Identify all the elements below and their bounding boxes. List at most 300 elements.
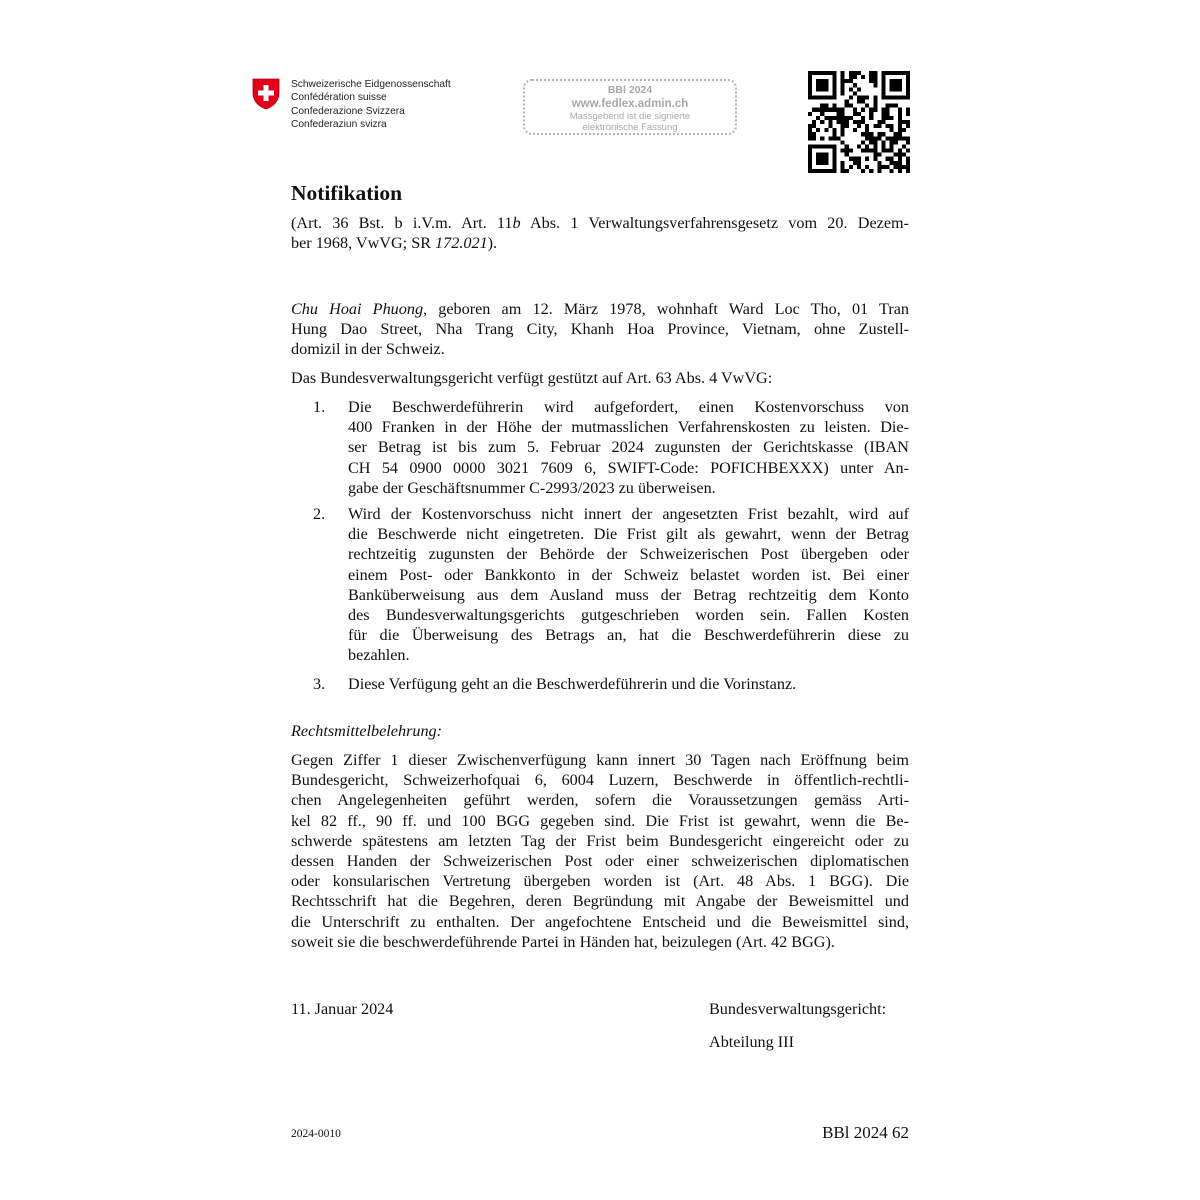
qr-module bbox=[881, 132, 885, 136]
qr-module bbox=[849, 104, 853, 108]
qr-module bbox=[869, 108, 873, 112]
qr-module bbox=[873, 157, 877, 161]
qr-module bbox=[824, 95, 828, 99]
qr-module bbox=[898, 112, 902, 116]
stamp-bbl: BBl 2024 bbox=[607, 84, 653, 96]
bbl-reference: BBl 2024 62 bbox=[822, 1123, 909, 1142]
qr-module bbox=[841, 71, 845, 75]
qr-module bbox=[849, 87, 853, 91]
qr-module bbox=[857, 87, 861, 91]
swiss-cross-shield-icon bbox=[252, 78, 280, 110]
qr-module bbox=[886, 116, 890, 120]
qr-module bbox=[824, 161, 828, 165]
remedy-text: Gegen Ziffer 1 dieser Zwischenverfügung kann innert 30 Tagen nach Eröffnung beim Bundesgericht, Schweizerhofquai 6, 6004 Luzern, Beschwerde in öffentlich-rechtli- chen Angelegenheiten geführt werden, sofern die Voraussetzungen gemäss Arti- kel 82 ff., 90 ff. und 100 BGG gegeben sind. Die Frist ist gewahrt, wenn die Be- schwerde spätestens am letzten Tag der Frist beim Bundesgericht eingereicht oder zu dessen Handen der Schweizerischen Post oder einer schweizerischen diplomatischen oder konsularischen Vertretung übergeben worden ist (Art. 48 Abs. 1 BGG). Die Rechtsschrift hat die Begehren, deren Begründung mit Angabe der Beweismittel und die Unterschrift zu enthalten. Der angefochtene Entscheid und die Beweismittel sind, soweit sie die beschwerdeführende Partei in Händen hat, beizulegen (Art. 42 BGG). bbox=[291, 751, 909, 951]
qr-module bbox=[898, 87, 902, 91]
qr-module bbox=[816, 79, 820, 83]
qr-module bbox=[837, 136, 841, 140]
qr-module bbox=[906, 136, 910, 140]
qr-module bbox=[812, 169, 816, 173]
item-2-text: Wird der Kostenvorschuss nicht innert der angesetzten Frist bezahlt, wird auf die Beschwerde nicht eingetreten. Die Frist gilt als gewahrt, wenn der Betrag rechtzeitig zugunsten der Behörde der Schweizerischen Post übergeben oder einem Post- oder Bankkonto in der Schweiz belastet worden ist. Bei einer Banküberweisung aus dem Ausland muss der Betrag rechtzeitig dem Konto des Bundesverwaltungsgerichts gutgeschrieben worden sein. Fallen Kosten für die Überweisung des Betrags an, hat die Beschwerdeführerin diese zu bezahlen. bbox=[348, 505, 909, 665]
qr-module bbox=[865, 95, 869, 99]
confed-it: Confederazione Svizzera bbox=[291, 105, 405, 117]
qr-module bbox=[820, 112, 824, 116]
item-1-number: 1. bbox=[313, 398, 326, 416]
qr-module bbox=[808, 83, 812, 87]
qr-module bbox=[869, 169, 873, 173]
qr-module bbox=[873, 108, 877, 112]
qr-module bbox=[906, 91, 910, 95]
qr-module bbox=[906, 95, 910, 99]
qr-module bbox=[890, 116, 894, 120]
qr-module bbox=[837, 116, 841, 120]
qr-module bbox=[808, 165, 812, 169]
qr-module bbox=[881, 140, 885, 144]
qr-module bbox=[816, 157, 820, 161]
qr-module bbox=[881, 91, 885, 95]
qr-module bbox=[857, 124, 861, 128]
qr-module bbox=[812, 120, 816, 124]
reference-line-1: (Art. 36 Bst. b i.V.m. Art. 11b Abs. 1 Verwaltungsverfahrensgesetz vom 20. Dezem- bbox=[291, 214, 909, 232]
qr-module bbox=[820, 83, 824, 87]
qr-module bbox=[857, 120, 861, 124]
qr-module bbox=[824, 108, 828, 112]
qr-module bbox=[857, 112, 861, 116]
qr-module bbox=[894, 132, 898, 136]
qr-module bbox=[853, 71, 857, 75]
qr-module bbox=[898, 124, 902, 128]
qr-module bbox=[832, 87, 836, 91]
qr-module bbox=[906, 71, 910, 75]
qr-module bbox=[890, 140, 894, 144]
qr-module bbox=[841, 169, 845, 173]
qr-module bbox=[873, 104, 877, 108]
qr-module bbox=[873, 100, 877, 104]
qr-module bbox=[841, 132, 845, 136]
qr-module bbox=[816, 108, 820, 112]
fedlex-stamp bbox=[523, 79, 737, 135]
qr-module bbox=[873, 75, 877, 79]
qr-module bbox=[857, 161, 861, 165]
party-line-1: Chu Hoai Phuong, geboren am 12. März 1978, wohnhaft Ward Loc Tho, 01 Tran bbox=[291, 300, 909, 318]
qr-module bbox=[832, 83, 836, 87]
qr-module bbox=[869, 79, 873, 83]
qr-module bbox=[890, 79, 894, 83]
qr-module bbox=[816, 153, 820, 157]
qr-module bbox=[886, 112, 890, 116]
qr-module bbox=[808, 136, 812, 140]
qr-module bbox=[857, 100, 861, 104]
qr-module bbox=[881, 71, 885, 75]
qr-module bbox=[845, 120, 849, 124]
qr-module bbox=[841, 108, 845, 112]
qr-module bbox=[865, 128, 869, 132]
qr-module bbox=[869, 136, 873, 140]
qr-module bbox=[841, 75, 845, 79]
qr-module bbox=[832, 108, 836, 112]
qr-module bbox=[857, 71, 861, 75]
qr-module bbox=[841, 149, 845, 153]
qr-module bbox=[898, 120, 902, 124]
qr-module bbox=[869, 116, 873, 120]
qr-module bbox=[886, 124, 890, 128]
qr-module bbox=[824, 128, 828, 132]
qr-module bbox=[824, 79, 828, 83]
qr-module bbox=[886, 71, 890, 75]
qr-module bbox=[898, 108, 902, 112]
qr-module bbox=[845, 104, 849, 108]
qr-module bbox=[808, 132, 812, 136]
qr-module bbox=[877, 161, 881, 165]
qr-module bbox=[898, 136, 902, 140]
qr-module bbox=[816, 83, 820, 87]
qr-module bbox=[906, 87, 910, 91]
qr-module bbox=[816, 144, 820, 148]
qr-module bbox=[894, 165, 898, 169]
qr-module bbox=[820, 169, 824, 173]
qr-module bbox=[853, 120, 857, 124]
qr-module bbox=[890, 104, 894, 108]
qr-module bbox=[906, 79, 910, 83]
qr-module bbox=[873, 71, 877, 75]
qr-module bbox=[820, 120, 824, 124]
qr-module bbox=[865, 157, 869, 161]
stamp-note-1: Massgebend ist die signierte bbox=[569, 111, 691, 122]
signature-division: Abteilung III bbox=[709, 1033, 794, 1051]
qr-module bbox=[865, 124, 869, 128]
qr-module bbox=[824, 153, 828, 157]
qr-module bbox=[832, 71, 836, 75]
qr-module bbox=[832, 75, 836, 79]
party-line-3: domizil in der Schweiz. bbox=[291, 340, 445, 359]
qr-module bbox=[841, 79, 845, 83]
qr-module bbox=[832, 136, 836, 140]
qr-module bbox=[906, 75, 910, 79]
qr-module bbox=[808, 153, 812, 157]
qr-module bbox=[849, 157, 853, 161]
qr-module bbox=[894, 136, 898, 140]
qr-module bbox=[865, 132, 869, 136]
qr-module bbox=[812, 132, 816, 136]
qr-code-icon bbox=[808, 71, 910, 173]
qr-module bbox=[881, 116, 885, 120]
item-2-number: 2. bbox=[313, 505, 326, 523]
qr-module bbox=[849, 165, 853, 169]
qr-module bbox=[824, 144, 828, 148]
qr-module bbox=[861, 100, 865, 104]
qr-module bbox=[890, 83, 894, 87]
item-3-text: Diese Verfügung geht an die Beschwerdeführerin und die Vorinstanz. bbox=[348, 675, 797, 693]
qr-module bbox=[832, 161, 836, 165]
qr-module bbox=[832, 132, 836, 136]
qr-module bbox=[828, 95, 832, 99]
qr-module bbox=[894, 104, 898, 108]
qr-module bbox=[849, 71, 853, 75]
reference-line-2: ber 1968, VwVG; SR 172.021). bbox=[291, 234, 498, 253]
qr-module bbox=[832, 153, 836, 157]
qr-module bbox=[890, 71, 894, 75]
qr-module bbox=[861, 120, 865, 124]
qr-module bbox=[902, 128, 906, 132]
qr-module bbox=[837, 112, 841, 116]
qr-module bbox=[808, 75, 812, 79]
qr-module bbox=[824, 169, 828, 173]
qr-module bbox=[853, 75, 857, 79]
qr-module bbox=[812, 124, 816, 128]
item-1-text: Die Beschwerdeführerin wird aufgefordert, einen Kostenvorschuss von 400 Franken in der Höhe der mutmasslichen Verfahrenskosten zu leisten. Die- ser Betrag ist bis zum 5. Februar 2024 zugunsten der Gerichtskasse (IBAN CH 54 0900 0000 3021 7609 6, SWIFT-Code: POFICHBEXXX) unter An- gabe der Geschäftsnummer C-2993/2023 zu überweisen. bbox=[348, 398, 909, 497]
qr-module bbox=[841, 128, 845, 132]
qr-module bbox=[906, 120, 910, 124]
qr-module bbox=[881, 83, 885, 87]
qr-module bbox=[849, 149, 853, 153]
qr-module bbox=[841, 112, 845, 116]
qr-module bbox=[890, 161, 894, 165]
qr-module bbox=[898, 71, 902, 75]
qr-module bbox=[906, 165, 910, 169]
qr-module bbox=[877, 124, 881, 128]
qr-module bbox=[816, 169, 820, 173]
qr-module bbox=[890, 144, 894, 148]
qr-module bbox=[820, 87, 824, 91]
qr-module bbox=[869, 71, 873, 75]
qr-module bbox=[873, 83, 877, 87]
party-paragraph bbox=[291, 299, 909, 360]
qr-module bbox=[824, 71, 828, 75]
qr-module bbox=[824, 116, 828, 120]
confed-de: Schweizerische Eidgenossenschaft bbox=[291, 79, 451, 90]
confed-rm: Confederaziun svizra bbox=[291, 119, 387, 131]
qr-module bbox=[832, 95, 836, 99]
qr-module bbox=[861, 116, 865, 120]
qr-module bbox=[890, 136, 894, 140]
qr-module bbox=[837, 108, 841, 112]
qr-module bbox=[816, 87, 820, 91]
qr-module bbox=[898, 153, 902, 157]
qr-module bbox=[820, 79, 824, 83]
qr-module bbox=[808, 169, 812, 173]
qr-module bbox=[894, 153, 898, 157]
qr-module bbox=[812, 95, 816, 99]
qr-module bbox=[808, 161, 812, 165]
qr-module bbox=[894, 79, 898, 83]
qr-module bbox=[881, 95, 885, 99]
qr-module bbox=[873, 136, 877, 140]
stamp-url: www.fedlex.admin.ch bbox=[571, 98, 689, 110]
qr-module bbox=[824, 157, 828, 161]
qr-module bbox=[881, 108, 885, 112]
qr-module bbox=[828, 116, 832, 120]
qr-module bbox=[873, 144, 877, 148]
qr-module bbox=[808, 95, 812, 99]
qr-module bbox=[873, 149, 877, 153]
qr-module bbox=[894, 140, 898, 144]
qr-module bbox=[877, 169, 881, 173]
document-number: 2024-0010 bbox=[291, 1128, 341, 1140]
party-line-2: Hung Dao Street, Nha Trang City, Khanh Hoa Province, Vietnam, ohne Zustell- bbox=[291, 320, 909, 339]
item-3-number: 3. bbox=[313, 675, 326, 693]
qr-module bbox=[824, 104, 828, 108]
qr-module bbox=[832, 149, 836, 153]
qr-module bbox=[812, 136, 816, 140]
qr-module bbox=[894, 87, 898, 91]
qr-module bbox=[861, 108, 865, 112]
qr-module bbox=[820, 95, 824, 99]
qr-module bbox=[890, 95, 894, 99]
qr-module bbox=[841, 83, 845, 87]
qr-module bbox=[828, 144, 832, 148]
qr-module bbox=[898, 149, 902, 153]
qr-module bbox=[841, 87, 845, 91]
qr-module bbox=[865, 104, 869, 108]
qr-module bbox=[902, 153, 906, 157]
qr-module bbox=[886, 165, 890, 169]
qr-module bbox=[861, 169, 865, 173]
qr-module bbox=[898, 116, 902, 120]
qr-module bbox=[853, 83, 857, 87]
qr-module bbox=[849, 95, 853, 99]
qr-module bbox=[898, 157, 902, 161]
qr-module bbox=[828, 71, 832, 75]
qr-module bbox=[890, 169, 894, 173]
qr-module bbox=[808, 128, 812, 132]
signature-authority: Bundesverwaltungsgericht: bbox=[709, 1000, 887, 1018]
qr-module bbox=[881, 149, 885, 153]
qr-module bbox=[898, 79, 902, 83]
qr-module bbox=[869, 75, 873, 79]
qr-module bbox=[828, 120, 832, 124]
qr-module bbox=[898, 95, 902, 99]
qr-module bbox=[861, 75, 865, 79]
qr-module bbox=[845, 153, 849, 157]
qr-module bbox=[881, 144, 885, 148]
qr-module bbox=[877, 165, 881, 169]
qr-module bbox=[845, 144, 849, 148]
qr-module bbox=[861, 132, 865, 136]
qr-module bbox=[873, 140, 877, 144]
qr-module bbox=[853, 112, 857, 116]
signature-date: 11. Januar 2024 bbox=[291, 1000, 394, 1018]
decree-intro: Das Bundesverwaltungsgericht verfügt gestützt auf Art. 63 Abs. 4 VwVG: bbox=[291, 369, 773, 387]
qr-module bbox=[886, 157, 890, 161]
qr-module bbox=[902, 165, 906, 169]
qr-module bbox=[845, 169, 849, 173]
qr-module bbox=[812, 108, 816, 112]
qr-module bbox=[853, 128, 857, 132]
qr-module bbox=[832, 128, 836, 132]
qr-module bbox=[816, 116, 820, 120]
qr-module bbox=[902, 136, 906, 140]
qr-module bbox=[881, 75, 885, 79]
qr-module bbox=[841, 140, 845, 144]
qr-module bbox=[857, 144, 861, 148]
qr-module bbox=[816, 95, 820, 99]
qr-module bbox=[881, 112, 885, 116]
qr-module bbox=[902, 144, 906, 148]
qr-module bbox=[820, 157, 824, 161]
qr-module bbox=[902, 120, 906, 124]
qr-module bbox=[877, 120, 881, 124]
qr-module bbox=[894, 161, 898, 165]
confed-fr: Confédération suisse bbox=[291, 92, 387, 104]
qr-module bbox=[816, 128, 820, 132]
qr-module bbox=[832, 104, 836, 108]
qr-module bbox=[808, 87, 812, 91]
qr-module bbox=[869, 140, 873, 144]
qr-module bbox=[906, 157, 910, 161]
qr-module bbox=[853, 91, 857, 95]
qr-module bbox=[845, 79, 849, 83]
qr-module bbox=[877, 136, 881, 140]
qr-module bbox=[865, 144, 869, 148]
qr-module bbox=[832, 169, 836, 173]
qr-module bbox=[881, 165, 885, 169]
qr-module bbox=[841, 124, 845, 128]
qr-module bbox=[906, 83, 910, 87]
qr-module bbox=[902, 95, 906, 99]
qr-module bbox=[869, 132, 873, 136]
qr-module bbox=[881, 120, 885, 124]
qr-module bbox=[865, 165, 869, 169]
qr-module bbox=[881, 79, 885, 83]
qr-module bbox=[890, 124, 894, 128]
qr-module bbox=[894, 95, 898, 99]
qr-module bbox=[861, 95, 865, 99]
qr-module bbox=[857, 157, 861, 161]
qr-module bbox=[828, 124, 832, 128]
qr-module bbox=[820, 108, 824, 112]
qr-module bbox=[861, 149, 865, 153]
qr-module bbox=[820, 104, 824, 108]
qr-module bbox=[898, 132, 902, 136]
qr-module bbox=[820, 161, 824, 165]
qr-module bbox=[886, 136, 890, 140]
qr-module bbox=[865, 136, 869, 140]
qr-module bbox=[873, 153, 877, 157]
qr-module bbox=[808, 112, 812, 116]
qr-module bbox=[832, 116, 836, 120]
qr-module bbox=[841, 116, 845, 120]
qr-module bbox=[824, 83, 828, 87]
qr-module bbox=[857, 165, 861, 169]
qr-module bbox=[857, 95, 861, 99]
qr-module bbox=[828, 169, 832, 173]
qr-module bbox=[845, 124, 849, 128]
qr-module bbox=[849, 79, 853, 83]
qr-module bbox=[853, 157, 857, 161]
qr-module bbox=[886, 104, 890, 108]
qr-module bbox=[873, 95, 877, 99]
qr-module bbox=[894, 83, 898, 87]
qr-module bbox=[808, 91, 812, 95]
qr-module bbox=[849, 116, 853, 120]
qr-module bbox=[820, 153, 824, 157]
qr-module bbox=[906, 140, 910, 144]
qr-module bbox=[906, 124, 910, 128]
qr-module bbox=[877, 153, 881, 157]
qr-module bbox=[898, 83, 902, 87]
confederation-names bbox=[291, 78, 451, 132]
qr-module bbox=[812, 71, 816, 75]
qr-module bbox=[902, 71, 906, 75]
qr-module bbox=[820, 144, 824, 148]
qr-module bbox=[853, 108, 857, 112]
qr-module bbox=[869, 112, 873, 116]
qr-module bbox=[894, 71, 898, 75]
qr-module bbox=[869, 149, 873, 153]
remedy-heading: Rechtsmittelbelehrung: bbox=[291, 722, 443, 740]
legal-reference bbox=[291, 213, 909, 253]
qr-module bbox=[828, 108, 832, 112]
qr-module bbox=[849, 75, 853, 79]
